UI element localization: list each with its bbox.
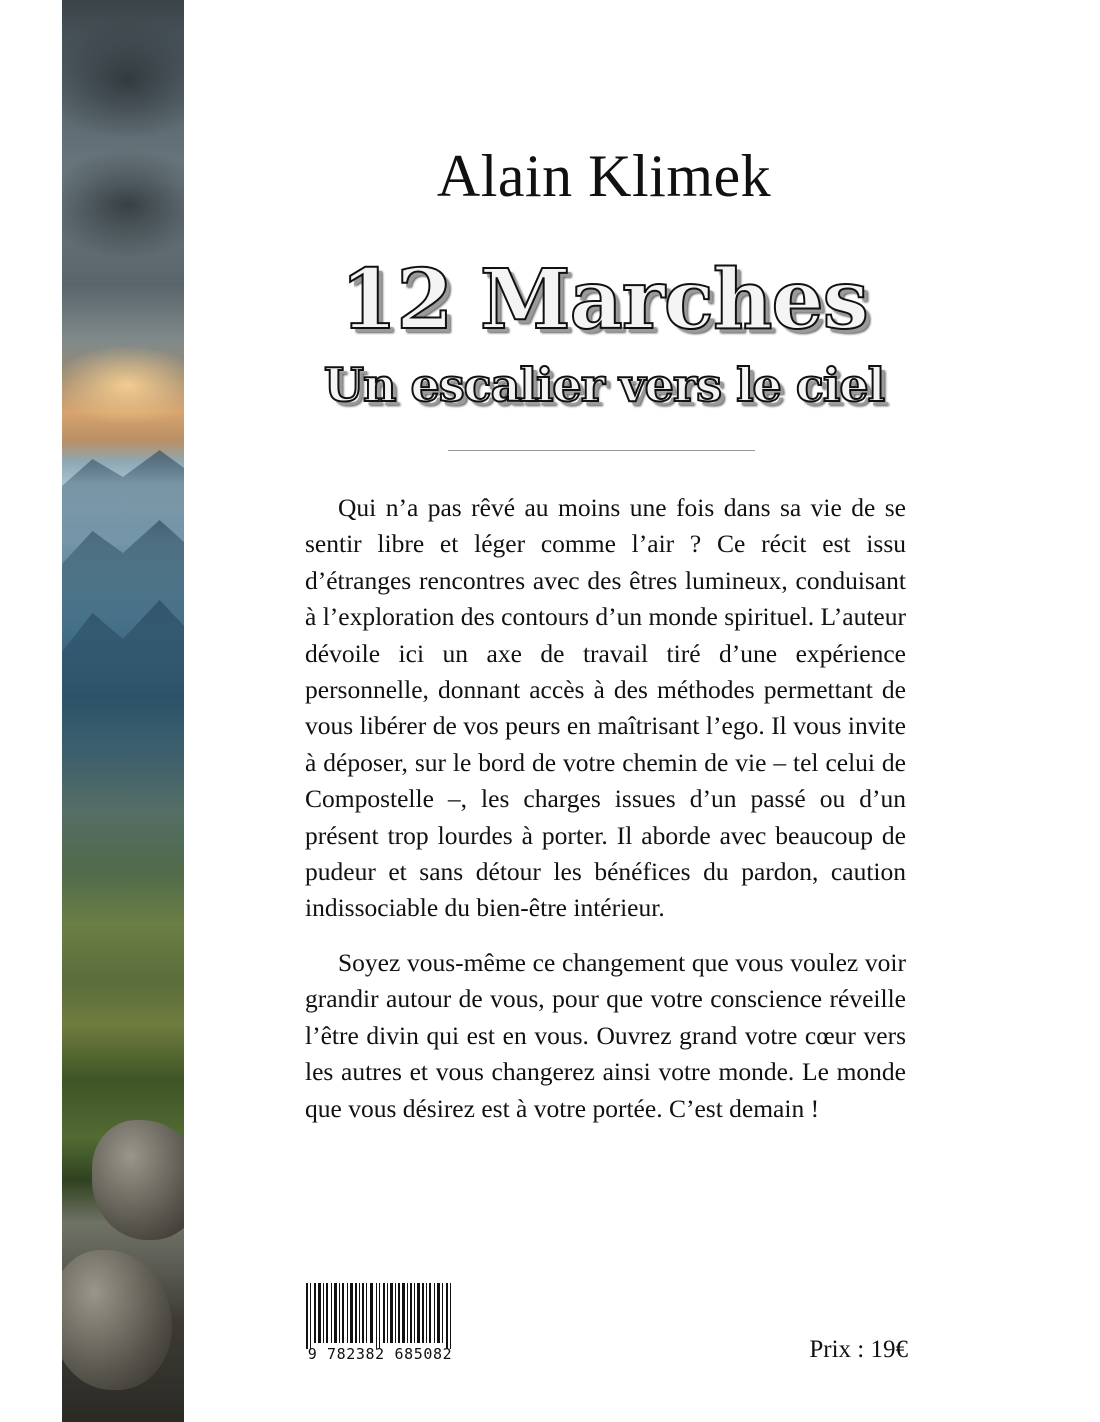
- rock: [62, 1250, 172, 1390]
- author-name: Alain Klimek: [436, 143, 772, 209]
- blurb-paragraph: Qui n’a pas rêvé au moins une fois dans sa vie de se sentir libre et léger comme l’air ? Ce récit est issu d’étranges rencontres avec des êtres lumineux, conduisant à l’exploration des contours d’un monde spirituel. L’auteur dévoile ici un axe de travail tiré d’une expérience personnelle, donnant accès à des méthodes permettant de vous libérer de vos peurs en maîtrisant l’ego. Il vous invite à déposer, sur le bord de votre chemin de vie – tel celui de Compostelle –, les charges issues d’un passé ou d’un présent trop lourdes à porter. Il aborde avec beaucoup de pudeur et sans détour les bénéfices du pardon, caution indissociable du bien-être intérieur.: [305, 493, 906, 923]
- book-title: 12 Marches: [340, 252, 868, 348]
- price-label: Prix : 19€: [809, 1336, 908, 1363]
- isbn-barcode: [297, 1283, 463, 1365]
- cover-landscape-strip: [62, 0, 184, 1422]
- blurb-paragraph: Soyez vous-même ce changement que vous voulez voir grandir autour de vous, pour que votre conscience réveille l’être divin qui est en vous. Ouvrez grand votre cœur vers les autres et vous changerez ainsi votre monde. Le monde que vous désirez est à votre portée. C’est demain !: [305, 947, 906, 1123]
- book-subtitle: Un escalier vers le ciel: [323, 358, 885, 412]
- divider: [448, 450, 755, 451]
- barcode-bars: [304, 1283, 456, 1349]
- back-cover-blurb: [305, 490, 906, 1127]
- storm-cloud: [62, 20, 184, 140]
- rock: [92, 1120, 184, 1240]
- isbn-digits: 9 782382 685082: [307, 1345, 453, 1363]
